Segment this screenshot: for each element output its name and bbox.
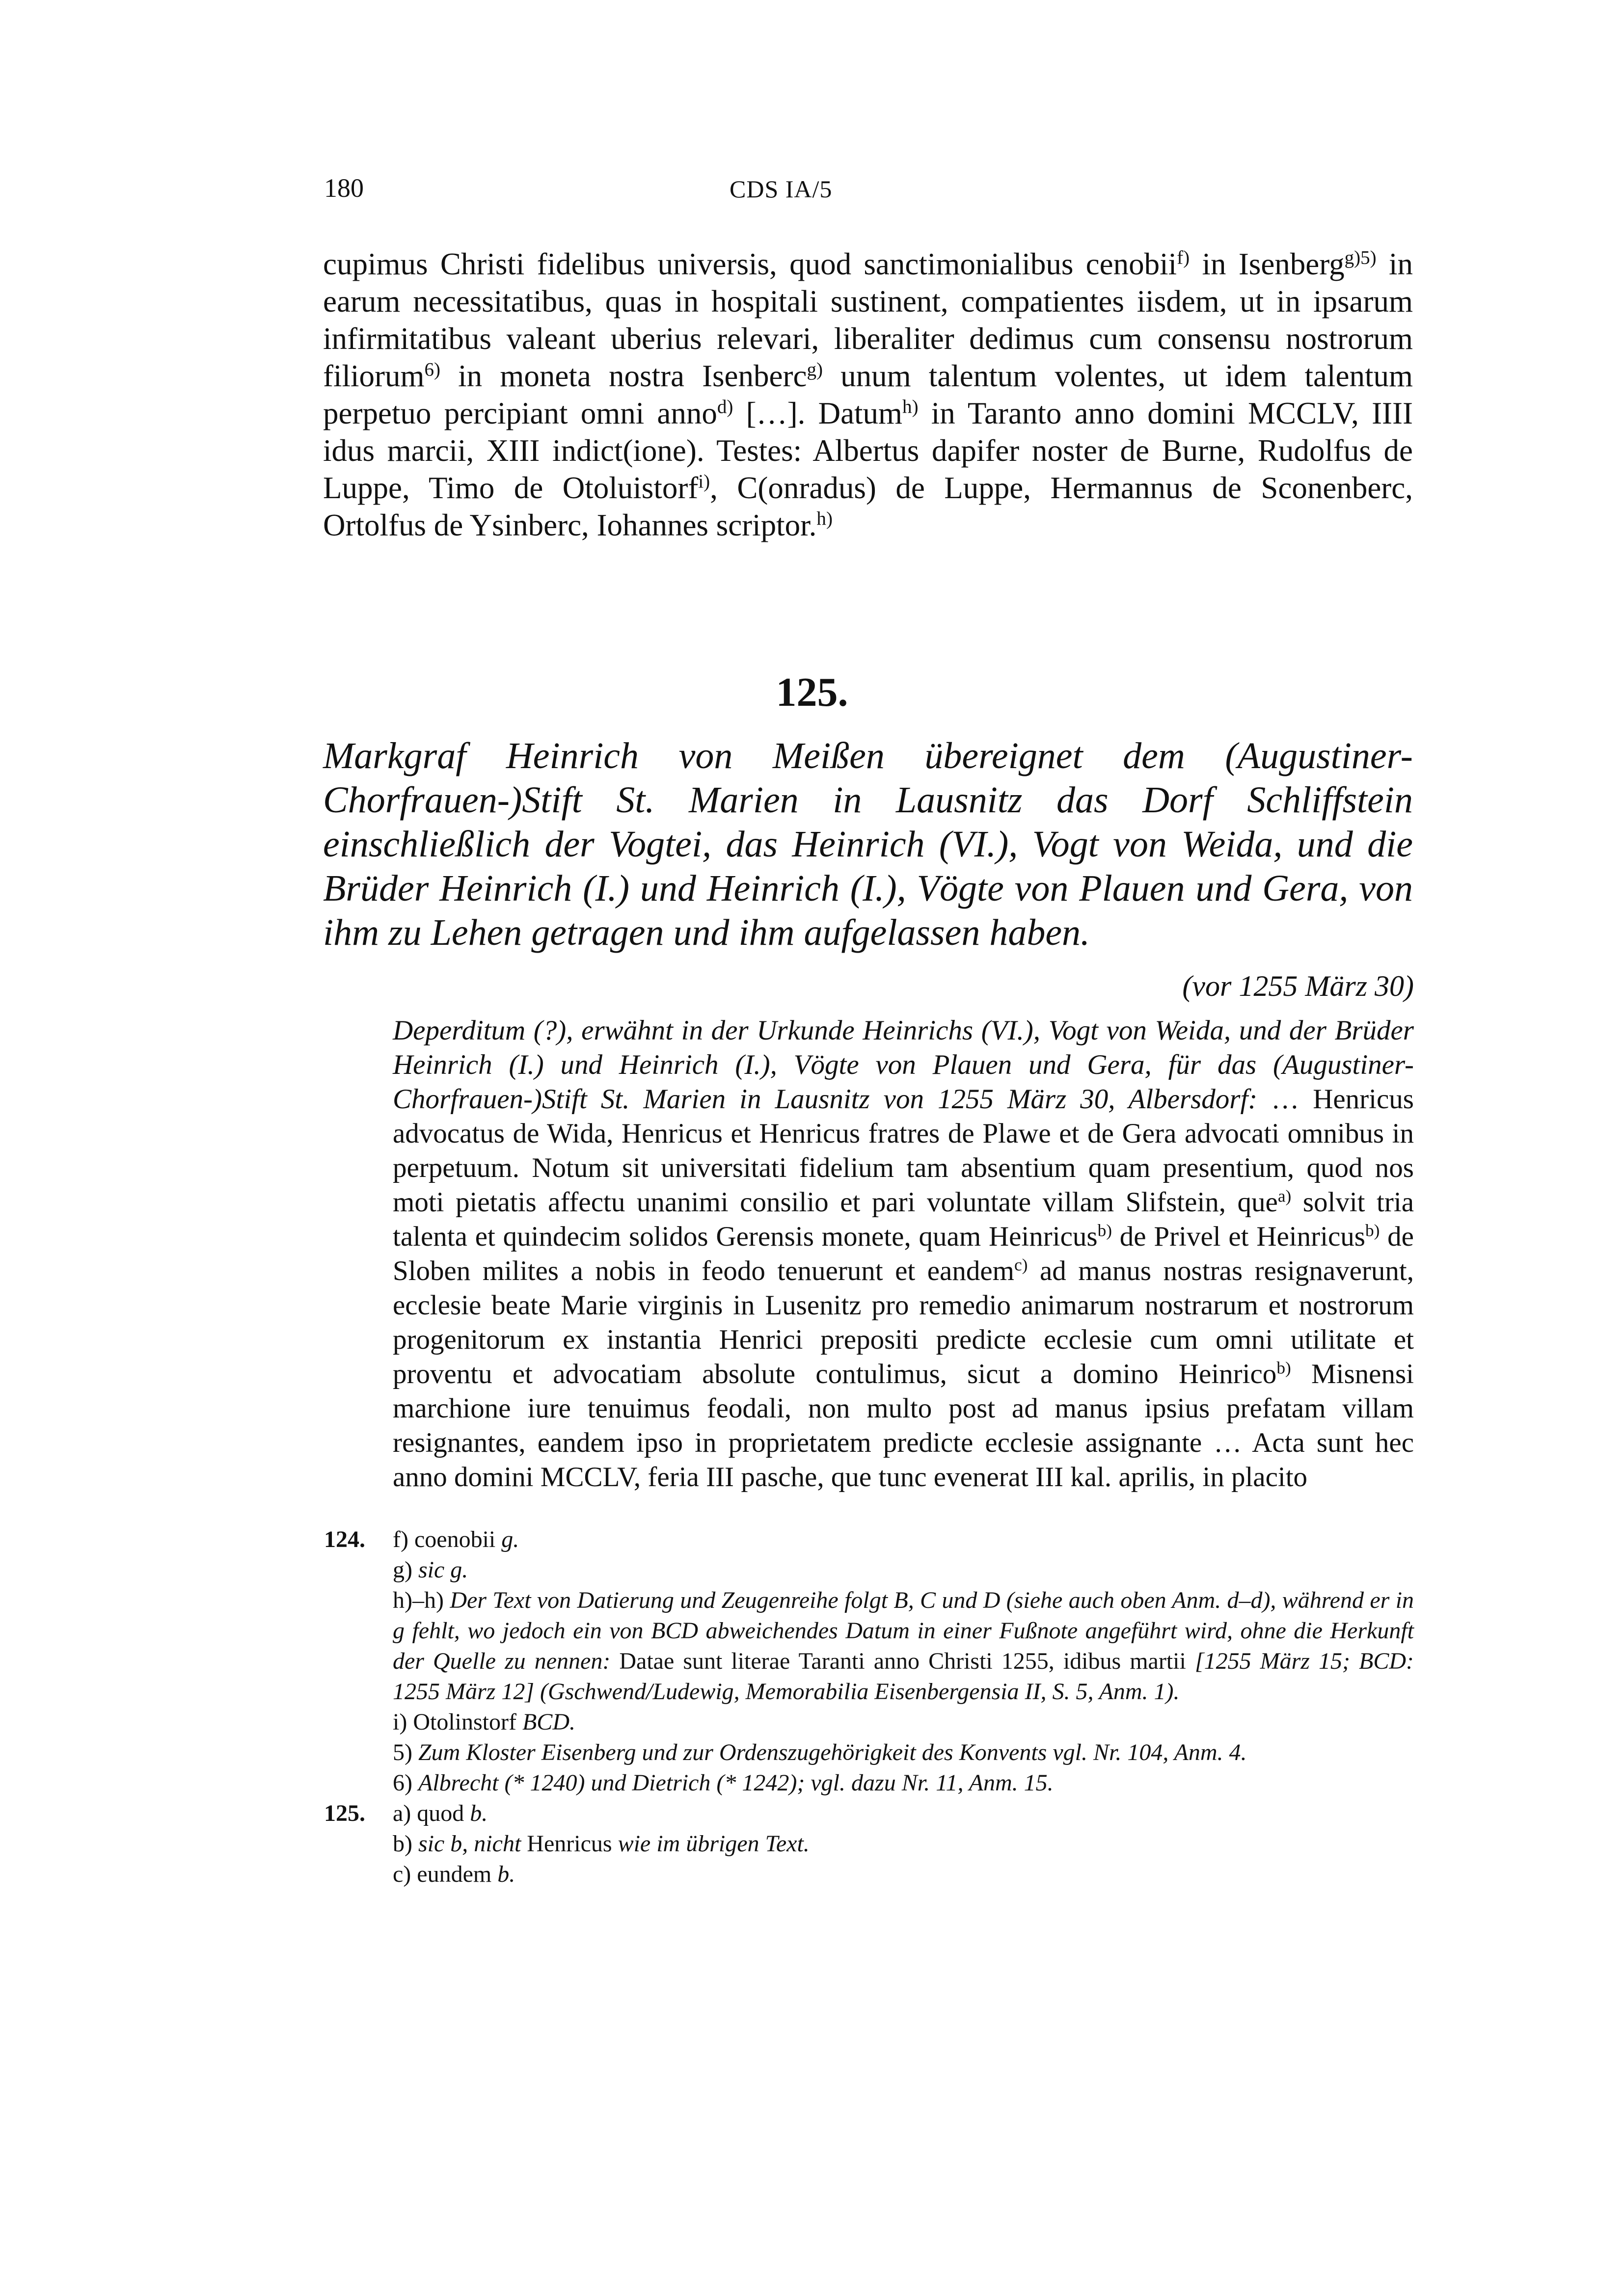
- footnote-group-label: 124.: [324, 1526, 365, 1552]
- document-dating: (vor 1255 März 30): [1182, 970, 1414, 1002]
- footnote-line: 6) Albrecht (* 1240) und Dietrich (* 1242); vgl. dazu Nr. 11, Anm. 15.: [393, 1770, 1054, 1796]
- footnotes-125: [324, 1798, 1414, 1890]
- regest-summary: Markgraf Heinrich von Meißen übereignet dem (Augustiner-Chorfrauen-)Stift St. Marien in Lausnitz das Dorf Schliffstein einschließlich der Vogtei, das Heinrich (VI.), Vogt von Weida, und die Brüder Heinrich (I.) und Heinrich (I.), Vögte von Plauen und Gera, von ihm zu Lehen getragen und ihm aufgelassen haben.: [323, 735, 1413, 953]
- footnotes-124: [324, 1524, 1414, 1798]
- footnote-group-label: 125.: [324, 1800, 365, 1826]
- page-number: 180: [324, 173, 364, 203]
- footnote-apparatus: [324, 1524, 1414, 1890]
- document-number: 125.: [776, 669, 848, 715]
- footnote-line: h)–h) Der Text von Datierung und Zeugenreihe folgt B, C und D (siehe auch oben Anm. d–d), während er in g fehlt, wo jedoch ein von BCD abweichendes Datum in einer Fußnote angeführt wird, ohne die Herkunft der Quelle zu nennen: Datae sunt literae Taranti anno Christi 1255, idibus martii [1255 März 15; BCD: 1255 März 12] (Gschwend/Ludewig, Memorabilia Eisenbergensia II, S. 5, Anm. 1).: [393, 1587, 1414, 1705]
- series-header: CDS IA/5: [730, 175, 833, 203]
- footnote-line: 5) Zum Kloster Eisenberg und zur Ordenszugehörigkeit des Konvents vgl. Nr. 104, Anm. 4.: [393, 1739, 1247, 1765]
- footnote-line: b) sic b, nicht Henricus wie im übrigen Text.: [393, 1831, 810, 1857]
- edition-text: [393, 1014, 1414, 1495]
- continuation-paragraph: cupimus Christi fidelibus universis, quod sanctimonialibus cenobii$^{f)}$ in Isenberg$^{g)5)}$ in earum necessitatibus, quas in hospitali sustinent, compatientes iisdem, ut in ipsarum infirmitatibus valeant uberius relevari, liberaliter dedimus cum consensu nostrorum filiorum$^{6)}$ in moneta nostra Isenberc$^{g)}$ unum talentum volentes, ut idem talentum perpetuo percipiant omni anno$^{d)}$ […]. Datum$^{h)}$ in Taranto anno domini MCCLV, IIII idus marcii, XIII indict(ione). Testes: Albertus dapifer noster de Burne, Rudolfus de Luppe, Timo de Otoluistorf$^{i)}$, C(onradus) de Luppe, Hermannus de Sconenberc, Ortolfus de Ysinberc, Iohannes scriptor.$^{h)}$: [323, 247, 1413, 542]
- edition-paragraph: Deperditum (?), erwähnt in der Urkunde Heinrichs (VI.), Vogt von Weida, und der Brüder Heinrich (I.) und Heinrich (I.), Vögte von Plauen und Gera, für das (Augustiner-Chorfrauen-)Stift St. Marien in Lausnitz von 1255 März 30, Albersdorf: … Henricus advocatus de Wida, Henricus et Henricus fratres de Plawe et de Gera advocati omnibus in perpetuum. Notum sit universitati fidelium tam absentium quam presentium, quod nos moti pietatis affectu unanimi consilio et pari voluntate villam Slifstein, que$^{a)}$ solvit tria talenta et quindecim solidos Gerensis monete, quam Heinricus$^{b)}$ de Privel et Heinricus$^{b)}$ de Sloben milites a nobis in feodo tenuerunt et eandem$^{c)}$ ad manus nostras resignaverunt, ecclesie beate Marie virginis in Lusenitz pro remedio animarum nostrarum et nostrorum progenitorum ex instantia Henrici prepositi predicte ecclesie cum omni utilitate et proventu et advocatiam absolute contulimus, sicut a domino Heinrico$^{b)}$ Misnensi marchione iure tenuimus feodali, non multo post ad manus ipsius prefatam villam resignantes, eandem ipso in proprietatem predicte ecclesie assignante … Acta sunt hec anno domini MCCLV, feria III pasche, que tunc evenerat III kal. aprilis, in placito: [393, 1015, 1414, 1493]
- footnote-line: c) eundem b.: [393, 1861, 515, 1887]
- continuation-text: [323, 245, 1413, 544]
- footnote-line: a) quod b.: [393, 1800, 488, 1826]
- footnote-line: i) Otolinstorf BCD.: [393, 1709, 575, 1735]
- footnote-line: f) coenobii g.: [393, 1526, 519, 1552]
- footnote-line: g) sic g.: [393, 1557, 468, 1583]
